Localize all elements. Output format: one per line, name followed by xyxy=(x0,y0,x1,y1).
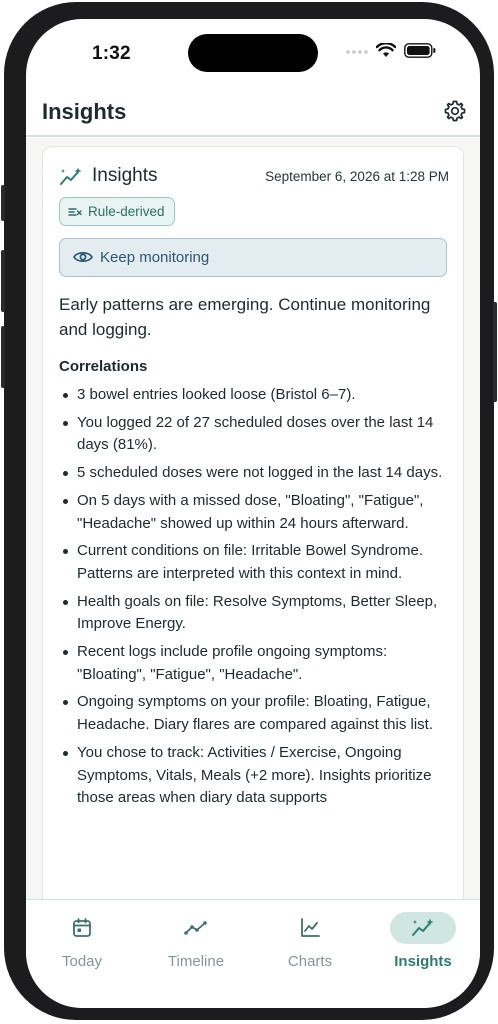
rule-icon xyxy=(68,206,82,218)
gear-icon[interactable] xyxy=(443,99,467,123)
phone-frame xyxy=(4,2,494,1020)
insight-timestamp: September 6, 2026 at 1:28 PM xyxy=(265,169,449,184)
main-content xyxy=(26,138,480,900)
dynamic-island xyxy=(188,34,318,72)
rule-derived-badge xyxy=(59,197,175,226)
banner-label: Keep monitoring xyxy=(100,249,210,266)
signal-icon xyxy=(346,47,368,55)
list-item: 3 bowel entries looked loose (Bristol 6–7). xyxy=(59,384,451,407)
section-title: Correlations xyxy=(59,358,148,375)
wifi-icon xyxy=(376,43,396,58)
list-item: Recent logs include profile ongoing symptoms: "Bloating", "Fatigue", "Headache". xyxy=(59,641,451,686)
eye-icon xyxy=(73,250,93,264)
insights-icon xyxy=(390,912,456,944)
volume-down-button xyxy=(1,326,5,388)
app-header xyxy=(26,89,480,137)
status-banner xyxy=(59,238,447,277)
tab-charts[interactable] xyxy=(260,908,360,978)
list-item: 5 scheduled doses were not logged in the last 14 days. xyxy=(59,462,451,485)
tab-today[interactable] xyxy=(32,908,132,978)
screen xyxy=(26,19,480,1008)
tab-label: Timeline xyxy=(167,953,225,970)
status-time: 1:32 xyxy=(92,43,131,64)
sparkle-trend-icon xyxy=(59,167,83,187)
tab-label: Charts xyxy=(287,953,333,970)
tab-label: Insights xyxy=(394,953,452,970)
badge-label: Rule-derived xyxy=(88,204,165,219)
status-icons xyxy=(346,43,436,58)
timeline-icon xyxy=(163,912,229,944)
insights-card xyxy=(42,146,464,900)
tab-timeline[interactable] xyxy=(146,908,246,978)
tab-label: Today xyxy=(61,953,103,970)
card-title: Insights xyxy=(92,165,158,186)
tab-insights[interactable] xyxy=(373,908,473,978)
calendar-icon xyxy=(49,912,115,944)
card-header xyxy=(59,165,449,189)
status-bar xyxy=(26,19,480,89)
list-item: Current conditions on file: Irritable Bowel Syndrome. Patterns are interpreted with this context in mind. xyxy=(59,540,451,585)
list-item: Ongoing symptoms on your profile: Bloating, Fatigue, Headache. Diary flares are compared against this list. xyxy=(59,691,451,736)
volume-up-button xyxy=(1,250,5,312)
correlations-list xyxy=(59,384,451,815)
list-item: You logged 22 of 27 scheduled doses over the last 14 days (81%). xyxy=(59,412,451,457)
list-item: Health goals on file: Resolve Symptoms, Better Sleep, Improve Energy. xyxy=(59,591,451,636)
power-button xyxy=(493,302,497,402)
action-button xyxy=(1,185,5,221)
battery-icon xyxy=(404,43,436,58)
page-title: Insights xyxy=(42,99,127,124)
list-item: You chose to track: Activities / Exercise, Ongoing Symptoms, Vitals, Meals (+2 more). Insights prioritize those areas when diary data supports xyxy=(59,742,451,810)
list-item: On 5 days with a missed dose, "Bloating", "Fatigue", "Headache" showed up within 24 hours afterward. xyxy=(59,490,451,535)
tab-bar xyxy=(26,899,480,1008)
chart-icon xyxy=(277,912,343,944)
insight-summary: Early patterns are emerging. Continue monitoring and logging. xyxy=(59,295,431,339)
